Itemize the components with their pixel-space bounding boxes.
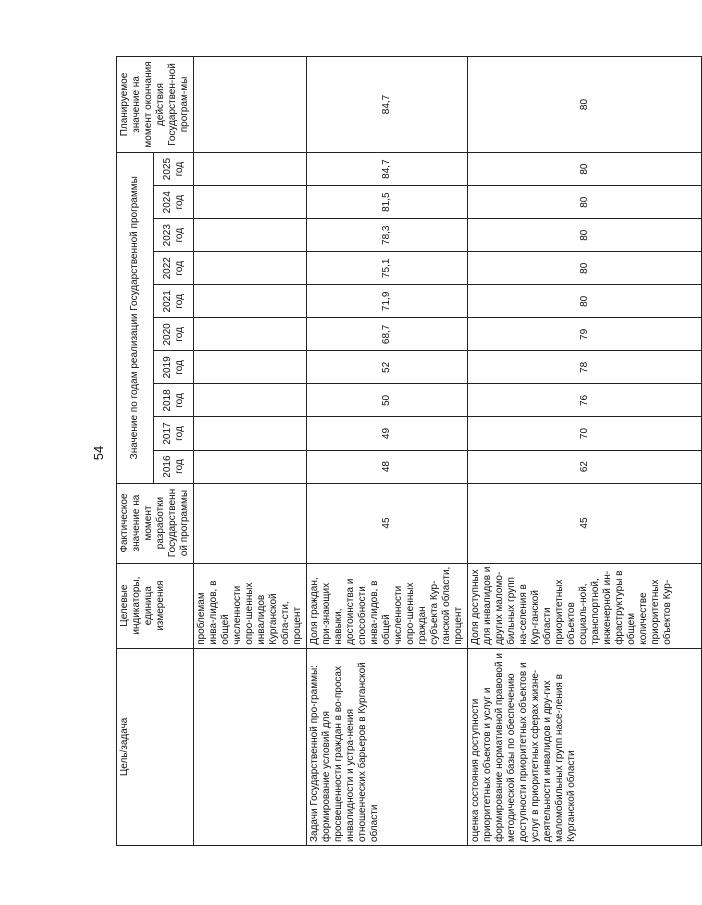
cell-value — [194, 384, 307, 417]
rotated-table-container — [116, 56, 673, 846]
cell-value: 80 — [468, 152, 702, 185]
cell-actual — [194, 483, 307, 563]
cell-goal: оценка состояния доступности приоритетных объектов и услуг и формирование нормативной правовой и методической базы по обеспечению доступности приоритетных объектов и услуг в приоритетных сферах жизне-деятельности инвалидов и дру-гих маломобильных групп насе-ления в Курганской области — [468, 648, 702, 845]
cell-value: 48 — [307, 450, 468, 483]
cell-actual: 45 — [307, 483, 468, 563]
header-year: 2022 год — [154, 252, 194, 285]
cell-indicator: Доля граждан, при-знающих навыки, достоинства и способности инва-лидов, в общей численности опро-шенных граждан субъекта Кур-ганской области, процент — [307, 563, 468, 648]
indicators-table — [116, 56, 702, 846]
table-row — [468, 57, 702, 846]
header-year: 2024 год — [154, 186, 194, 219]
cell-planned: 84,7 — [307, 57, 468, 153]
header-goal: Цель/задача — [117, 648, 194, 845]
cell-value: 80 — [468, 219, 702, 252]
cell-value: 71,9 — [307, 285, 468, 318]
header-year: 2017 год — [154, 417, 194, 450]
cell-value: 70 — [468, 417, 702, 450]
cell-value: 79 — [468, 318, 702, 351]
cell-value — [194, 351, 307, 384]
cell-value: 80 — [468, 252, 702, 285]
header-year: 2018 год — [154, 384, 194, 417]
header-planned-value: Планируемое значение на момент окончания действия Государствен-ной програм-мы — [117, 57, 194, 153]
cell-value — [194, 152, 307, 185]
cell-value: 78 — [468, 351, 702, 384]
table-row — [194, 57, 307, 846]
cell-value: 84,7 — [307, 152, 468, 185]
cell-value — [194, 417, 307, 450]
cell-value: 52 — [307, 351, 468, 384]
cell-planned — [194, 57, 307, 153]
cell-value: 76 — [468, 384, 702, 417]
header-indicators: Целевые индикаторы, единица измерения — [117, 563, 194, 648]
cell-value: 49 — [307, 417, 468, 450]
cell-value — [194, 285, 307, 318]
cell-value: 62 — [468, 450, 702, 483]
header-year: 2025 год — [154, 152, 194, 185]
table-row — [307, 57, 468, 846]
header-values-by-year: Значение по годам реализации Государственной программы — [117, 152, 154, 483]
page-number: 54 — [91, 445, 106, 461]
cell-actual: 45 — [468, 483, 702, 563]
cell-value — [194, 186, 307, 219]
cell-goal: Задачи Государственной про-граммы: формирование условий для просвещенности граждан в во-просах инвалидности и устра-нения отношенческих барьеров в Курганской области — [307, 648, 468, 845]
table-header-row — [117, 57, 154, 846]
cell-value: 80 — [468, 285, 702, 318]
cell-planned: 80 — [468, 57, 702, 153]
header-year: 2021 год — [154, 285, 194, 318]
cell-value — [194, 252, 307, 285]
cell-indicator: проблемам инва-лидов, в общей численности опро-шенных инвалидов Курганской обла-сти, процент — [194, 563, 307, 648]
cell-value: 80 — [468, 186, 702, 219]
cell-indicator: Доля доступных для инвалидов и других маломо-бильных групп на-селения в Кур-ганской области приоритетных объектов социаль-ной, транспортной, инженерной ин-фраструктуры в общем количестве приоритетных объектов Кур- — [468, 563, 702, 648]
header-year: 2023 год — [154, 219, 194, 252]
cell-goal — [194, 648, 307, 845]
header-year: 2020 год — [154, 318, 194, 351]
cell-value: 78,3 — [307, 219, 468, 252]
cell-value: 68,7 — [307, 318, 468, 351]
header-actual-value: Фактическое значение на момент разработки Государственной программы — [117, 483, 194, 563]
cell-value: 81,5 — [307, 186, 468, 219]
header-year: 2019 год — [154, 351, 194, 384]
header-year: 2016 год — [154, 450, 194, 483]
cell-value: 75,1 — [307, 252, 468, 285]
cell-value — [194, 450, 307, 483]
cell-value — [194, 219, 307, 252]
cell-value — [194, 318, 307, 351]
cell-value: 50 — [307, 384, 468, 417]
